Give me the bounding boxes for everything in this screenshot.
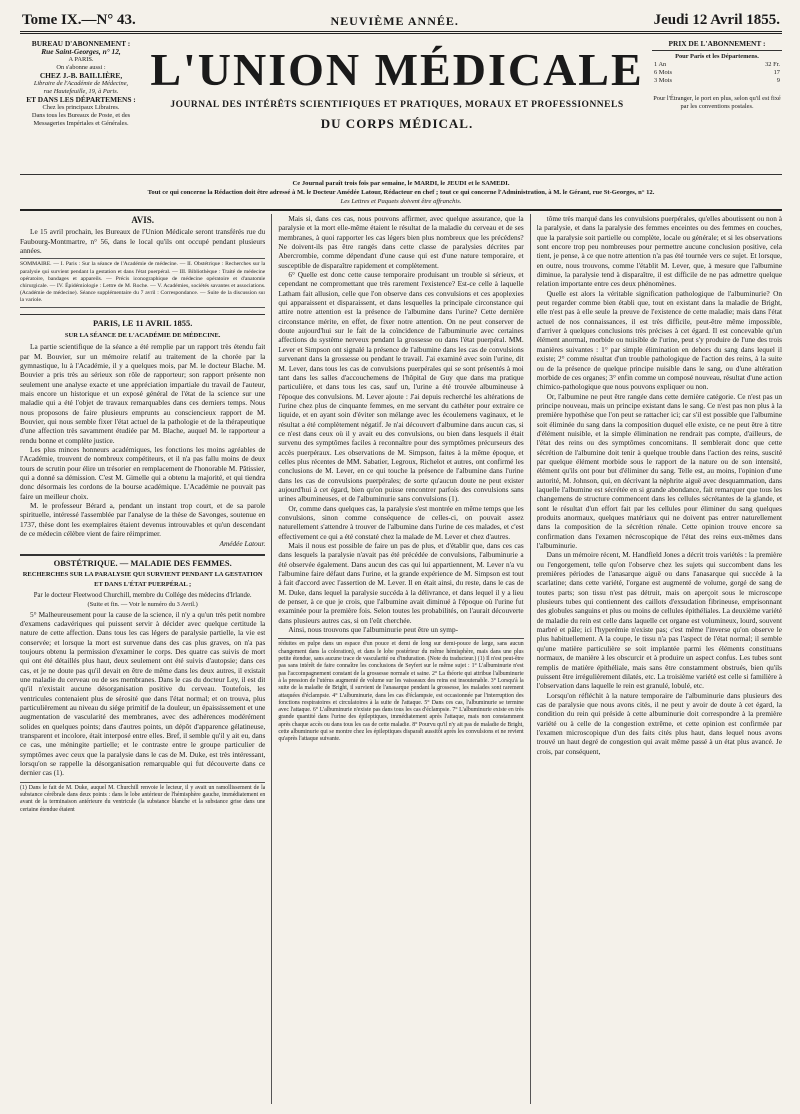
price-table <box>652 61 782 85</box>
price-block <box>652 40 782 111</box>
masthead <box>148 42 646 132</box>
newspaper-page <box>20 8 782 1108</box>
paragraph: tôme très marqué dans les convulsions puerpérales, qu'elles aboutissent ou non à la paralysie, et dans la paralysie des femmes enceintes ou des femmes en couches, que la paralysie soit partielle ou complète, locale ou générale; et si les observations sont encore trop peu nombreuses pour permettre aucune conclusion positive, cela tient, je pense, à ce que notre attention n'a pas été tournée vers ce sujet. Et lorsque, en outre, nous trouvons, comme l'établit M. Lever, que, à mesure que l'albumine diminue, la paralysie tend à disparaître, il est difficile de ne pas admettre quelque relation importante entre ces deux phénomènes. <box>536 214 782 289</box>
bureau-address: Rue Saint-Georges, n° 12, <box>41 47 121 56</box>
bureau-line: Messageries Impériales et Générales. <box>33 120 129 127</box>
price-period: 3 Mois <box>654 77 672 84</box>
avis-text: Le 15 avril prochain, les Bureaux de l'Union Médicale seront transférés rue du Faubourg-Montmartre, n° 56, dans le local qu'ils ont occupé pendant plusieurs années. <box>20 227 266 256</box>
journal-subtitle-2: DU CORPS MÉDICAL. <box>320 116 474 131</box>
notice-line: Ce Journal paraît trois fois par semaine, le MARDI, le JEUDI et le SAMEDI. <box>292 180 510 187</box>
section-heading: SUR LA SÉANCE DE L'ACADÉMIE DE MÉDECINE. <box>64 331 221 339</box>
price-row <box>652 61 782 69</box>
bureau-line: rue Hautefeuille, 19, à Paris. <box>43 88 119 95</box>
notice-line: Les Lettres et Paquets doivent être affranchis. <box>340 198 462 205</box>
bureau-line: On s'abonne aussi : <box>56 64 106 71</box>
top-line <box>20 8 782 34</box>
footnote: réduites en pulpe dans un espace d'un pouce et demi de long sur demi-pouce de large, sans aucun changement dans la coloration), et dans le lobe postérieur du même hémisphère, mais dans une plus petite étendue, sans aucune trace de vascularité ou d'induration. (Note du traducteur.) (1) Il n'est peut-être pas sans intérêt de faire connaître les conclusions de Seyfert sur le même sujet : 1° L'albuminurie n'est pas l'accompagnement constant de la grossesse normale et saine. 2° La théorie qui attribue l'albuminurie à la pression de l'utérus augmenté de volume sur les vaisseaux des reins est insoutenable. 3° Lorsqu'à la suite de la maladie de Bright, il survient de l'anasarque pendant la grossesse, les malades sont rarement attaquées d'éclampsie. 4° L'albuminurie, dans les cas d'éclampsie, est occasionnée par l'interruption des fonctions respiratoires et circulatoires à la suite de l'attaque. 5° Dans ces cas, l'albuminurie se termine avec l'attaque. 6° L'albuminurie n'existe pas dans tous les cas d'éclampsie. 7° L'albuminurie existe en très grande quantité dans l'urine des épileptiques, immédiatement après l'attaque, mais non constamment après chaque accès ou dans tous les cas de cette maladie. 8° Pourvu qu'il n'y ait pas de maladie de Bright, cette albuminurie qui se montre chez les épileptiques disparaît aussitôt après les convulsions et ne revient qu'après l'attaque suivante. <box>278 638 523 743</box>
paragraph: Mais si, dans ces cas, nous pouvons affirmer, avec quelque assurance, que la paralysie et la mort elle-même étaient le résultat de la maladie du cerveau et de ses membranes, à quoi rapporter les cas légers bien plus nombreux que les précédens? Ne doivent-ils pas être rangés dans cette classe de paralysies décrites par Abercrombie, comme dépendant d'une cause qui est d'une nature temporaire, et susceptible de disparaître rapidement et complètement. <box>278 214 524 270</box>
price-region: Pour Paris et les Départemens. <box>675 53 759 60</box>
column-1 <box>20 214 265 1104</box>
price-period: 6 Mois <box>654 69 672 76</box>
price-period: 1 An <box>654 61 667 68</box>
issue-number: Tome IX.—N° 43. <box>22 12 136 28</box>
column-3 <box>537 214 782 1104</box>
publication-notice <box>20 175 782 211</box>
paragraph: Ainsi, nous trouvons que l'albuminurie peut être un symp- <box>288 625 459 635</box>
paragraph: Quelle est alors la véritable signification pathologique de l'albuminurie? On peut regarder comme bien établi que, tout en existant dans la maladie de Bright, elle n'est pas à elle seule la preuve de l'existence de cette maladie; mais dans l'état actuel de nos connaissances, il est très difficile, peut-être même impossible, d'arriver à quelques conclusions très précises à cet égard. Il est concevable qu'un élément anormal, morbide ou nuisible de l'urine, peut s'y produire de l'une des trois manières suivantes : 1° par simple élimination en dehors du sang dans lequel il existe; 2° comme résultat d'un trouble pathologique de l'action des reins, à la suite ou de la présence de quelque principe nuisible dans le sang, ou d'une altération morbide de ces organes; 3° enfin comme un composé nouveau, résultat d'une action chimico-pathologique que nous pouvons expliquer ou non. <box>536 288 782 392</box>
column-rule <box>530 214 531 1104</box>
signature: Amédée Latour. <box>219 538 266 548</box>
issue-date: Jeudi 12 Avril 1855. <box>653 12 780 28</box>
article-columns <box>20 214 782 1104</box>
bureau-line: Dans tous les Bureaux de Poste, et des <box>31 112 131 119</box>
avis-title: AVIS. <box>131 215 154 225</box>
article-title: RECHERCHES SUR LA PARALYSIE QUI SURVIENT PENDANT LA GESTATION ET DANS L'ÉTAT PUERPÉRAL ; <box>22 571 263 588</box>
bureau-line: ET DANS LES DÉPARTEMENS : <box>26 95 136 104</box>
paragraph: Les plus minces honneurs académiques, les fonctions les moins agréables de l'Académie, trouvent de nombreux compétiteurs, et il n'a pas fallu moins de deux tours de scrutin pour élire un trésorier en remplacement de l'honorable M. Pâtissier, qui a donné sa démission. C'est M. Gimelle qui a obtenu la majorité, et qui tiendra donc désormais les cordons de la bourse académique. L'Académie ne pouvait pas faire un meilleur choix. <box>20 445 266 501</box>
paragraph: M. le professeur Bérard a, pendant un instant trop court, et de sa parole spirituelle, intéressé l'assemblée par l'analyse de la thèse de Savonges, soutenue en 1737, thèse dont les exemplaires étaient devenus introuvables et qu'un descendant de ce médecin célèbre vient de faire réimprimer. <box>20 501 266 539</box>
bureau-line: Libraire de l'Académie de Médecine, <box>33 80 129 87</box>
column-rule <box>271 214 272 1104</box>
price-value: 32 Fr. <box>765 61 780 68</box>
paragraph: 6° Quelle est donc cette cause temporaire produisant un trouble si sérieux, et cependant ne compromettant que très rarement l'existence? Est-ce celle à laquelle Latham fait allusion, celle que l'on observe dans ces convulsions et ces apoplexies qui apparaissent et disparaissent, et dans lesquelles la principale circonstance qui attire notre attention est la présence de l'albumine dans l'urine? Cette dernière circonstance mérite, en effet, de fixer notre attention. On ne peut conserver de doute aujourd'hui sur le fait de la coïncidence de l'albuminurie avec certaines affections du système nerveux pendant la grossesse ou dans l'état puerpéral. MM. Lever et Simpson ont signalé la présence de l'albumine dans les cas de convulsions survenant dans la grossesse ou pendant le travail. J'ai examiné avec soin l'urine, dit M. Lever, dans tous les cas de convulsions puerpérales qui se sont présentés à moi tant dans les salles d'accouchemens de l'hôpital de Guy que dans ma pratique particulière, et dans tous les cas, sauf un, l'urine a été trouvée albumineuse à l'époque des convulsions. M. Lever ajoute : J'ai depuis recherché les altérations de l'urine chez plus de cinquante femmes, en me servant du cathéter pour extraire ce liquide, et en ayant soin d'éviter son mélange avec les écoulemens vaginaux, et le résultat a été complètement négatif. Je n'ai découvert d'albumine dans aucun cas, si ce n'est dans ceux où il y avait eu des convulsions, ou bien dans lesquels il était survenu des symptômes faciles à reconnaître pour des symptômes précurseurs des accès puerpéraux. Les observations de M. Simpson, faites à la même époque, et celles plus récentes de MM. Sabatier, Legroux, Richelot et autres, ont confirmé les conclusions de M. Lever, en ce qui touche la présence de l'albumine dans l'urine dans les cas de convulsions puerpérales; de sorte qu'aucun doute ne peut exister aujourd'hui à cet égard, bien qu'on puisse rencontrer parfois des convulsions sans urines albumineuses, et de l'albuminurie sans convulsions (1). <box>278 270 524 504</box>
notice-line: Tout ce qui concerne la Rédaction doit être adressé à M. le Docteur Amédée Latour, Rédacteur en chef ; tout ce qui concerne l'Administration, à M. le Gérant, rue St-Georges, n° 12. <box>147 189 655 196</box>
bureau-city: A PARIS. <box>68 56 94 63</box>
bureau-block <box>20 40 142 128</box>
paragraph: Or, l'albumine ne peut être rangée dans cette dernière catégorie. Ce n'est pas un principe nouveau, mais un principe existant dans le sang. Ce n'est pas non plus à la première hypothèse que l'on peut se rattacher ici; car s'il est possible que l'albumine soit éliminée du sang dans la composition duquel elle existe, ce ne peut être à titre d'élément nuisible, et la simple élimination ne rendrait pas compte, d'ailleurs, de l'état des reins ou des symptômes concomitans. Il semblerait donc que cette sécrétion de l'albumine doit tenir à quelque trouble dans l'action des reins, suscité par quelque élément morbide sous le rapport de la nature ou de son intensité, élément qu'ils ont pour but d'éliminer du sang. Telle est, au moins, l'opinion d'une autorité, M. Johnson, qui, en décrivant la néphrite aiguë avec desquammation, dans laquelle l'albumine est sécrétée en si grande abondance, fait remarquer que tous les changemens de structure commencent dans les cellules sécrétantes de la glande, et sont le résultat d'un effort fait par les cellules pour éliminer du sang quelques produits anormaux, quelques matériaux qui ne doivent pas entrer naturellement dans la composition de la sécrétion rénale. Cette opinion trouve encore sa confirmation dans l'examen nécroscopique de l'état des reins eux-mêmes dans l'albuminurie. <box>536 391 782 551</box>
paragraph: Mais il nous est possible de faire un pas de plus, et d'établir que, dans ces cas dans lesquels la paralysie n'avait pas été précédée de convulsions, l'albuminurie a été observée également. Dans aucun des cas qui lui appartiennent, M. Lever n'a vu l'albumine faire défaut dans l'urine, et la grande expérience de M. Simpson est tout à fait d'accord avec l'assertion de M. Lever. Il en était ainsi, du reste, dans le cas de M. Duke, dans lequel la paralysie succéda à la délivrance, et dans lequel il y a lieu de penser, à ce que je crois, que l'albumine avait diminué à l'époque où l'urine fut examinée pour la première fois. Selon toutes les probabilités, on l'aurait découverte dans plusieurs autres cas, si on l'eût cherchée. <box>278 541 524 625</box>
footnote: (1) Dans le fait de M. Duke, auquel M. Churchill renvoie le lecteur, il y avait un ramollissement de la substance cérébrale dans deux points : dans le lobe antérieur de l'hémisphère gauche, immédiatement en avant de la terminaison antérieure du ventricule (la substance blanche et la substance grise dans une certaine étendue étaient <box>20 782 265 814</box>
year-label: NEUVIÈME ANNÉE. <box>330 14 459 28</box>
article-continuation: (Suite et fin. — Voir le numéro du 3 Avril.) <box>87 601 198 609</box>
price-row <box>652 77 782 85</box>
section-title: OBSTÉTRIQUE. — MALADIE DES FEMMES. <box>20 554 265 568</box>
column-2 <box>278 214 523 1104</box>
paragraph: Lorsqu'on réfléchit à la nature temporaire de l'albuminurie dans plusieurs des cas de paralysie que nous avons cités, il ne peut y avoir de doute à cet égard, la condition du rein qui préside à cette albuminurie doit correspondre à la première variété ou à celle de la congestion extrême, et cette opinion est confirmée par l'examen microscopique d'un des faits cités plus haut, dans lequel nous avons trouvé un haut degré de congestion qui avait même passé à un état plus avancé. Je crois, par conséquent, <box>536 690 782 756</box>
bureau-title: BUREAU D'ABONNEMENT : <box>31 39 131 48</box>
sommaire: SOMMAIRE. — I. Paris : Sur la séance de l'Académie de médecine. — II. Obstétrique : Recherches sur la paralysie qui survient pendant la gestation et dans l'état puerpéral. — III. Bibliothèque : Traité de médecine opératoire, bandages et appareils. — Précis iconographique de médecine opératoire et d'anatomie chirurgicale. — IV. Épidémiologie : Lettre de M. Roche. — V. Académies, sociétés savantes et associations. (Académie de médecine). Séance supplémentaire du 7 avril : Correspondance. — Suite de la discussion sur la variole. <box>20 258 265 307</box>
journal-subtitle: JOURNAL DES INTÉRÊTS SCIENTIFIQUES ET PRATIQUES, MORAUX ET PROFESSIONNELS <box>170 100 624 110</box>
journal-title: L'UNION MÉDICALE <box>150 44 644 95</box>
price-row <box>652 69 782 77</box>
price-value: 9 <box>776 77 780 84</box>
dateline: PARIS, LE 11 AVRIL 1855. <box>20 314 265 328</box>
paragraph: Or, comme dans quelques cas, la paralysie s'est montrée en même temps que les convulsions, sinon comme conséquence de celles-ci, on pouvait assez naturellement s'attendre à trouver de l'albumine dans l'urine de ces malades, et c'est effectivement ce qui a été constaté chez la malade de M. Lever et chez d'autres. <box>278 503 524 541</box>
price-value: 17 <box>773 69 780 76</box>
masthead-area <box>20 34 782 175</box>
paragraph: Dans un mémoire récent, M. Handfield Jones a décrit trois variétés : la première ou l'engorgement, telle qu'on l'observe chez les sujets qui succombent dans les premières périodes de l'anasarque aiguë ou dans l'anasarque qui succède à la scarlatine; dans cette variété, l'organe est augmenté de volume, gorgé de sang de toutes parts; son tissu n'est pas détruit, mais on aperçoit sous le microscope plusieurs tubes qui contiennent des caillots d'exsudation fibrineuse, emprisonnant des globules sanguins et plus ou moins de cellules épithéliales. La deuxième variété de maladie du rein est celle dans laquelle cet organe est volumineux, lourd, souvent marbré et pâle; ici l'hyperémie n'existe pas; c'est même l'inverse qu'on observe le plus habituellement. A la coupe, le tissu n'a pas l'aspect de l'état normal; il semble qu'une matière particulière se soit implantée parmi les éléments constituans normaux, de manière à les obscurcir et à produire un aspect confus. Les tubes sont remplis de matière épithéliale, mais sans être constamment obstrués, bien qu'ils puissent être irrégulièrement dilatés, etc. La troisième variété est celle si familière à l'observation dans laquelle le rein est granulé, lobulé, etc. <box>536 550 782 691</box>
price-note: Pour l'Étranger, le port en plus, selon qu'il est fixé par les conventions postales. <box>653 95 781 110</box>
bureau-line: CHEZ J.-B. BAILLIÈRE, <box>39 71 123 80</box>
article-author: Par le docteur Fleetwood Churchill, membre du Collége des médecins d'Irlande. <box>33 591 252 599</box>
bureau-line: Chez les principaux Libraires. <box>42 104 120 111</box>
paragraph: La partie scientifique de la séance a été remplie par un rapport très étendu fait par M. Bouvier, sur un mémoire relatif au traitement de la chorée par la gymnastique, lu à l'Académie, il y a quelques mois, par M. le docteur Blache. M. Bouvier a pris très au sérieux son rôle de rapporteur; son rapport présente non seulement une analyse exacte et une appréciation impartiale du travail de l'auteur, mais encore un historique et un exposé général de l'état de la science sur une maladie qui a été l'objet de travaux remarquables dans ces derniers temps. Nous nous proposons de faire plusieurs emprunts au consciencieux rapport de M. Bouvier, qui nous semble fixer l'état actuel de la pathologie et de la thérapeutique d'une affection très savamment étudiée par M. Blache, auquel M. le rapporteur a rendu bonne et complète justice. <box>20 342 266 445</box>
price-title: PRIX DE L'ABONNEMENT : <box>652 40 782 51</box>
paragraph: 5° Malheureusement pour la cause de la science, il n'y a qu'un très petit nombre d'examens cadavériques qui puissent servir à décider avec quelque certitude la nature de cette affection. Dans tous les cas légers de paralysie partielle, la vie est conservée; et lorsque la mort est survenue dans des cas plus graves, on n'a pas toujours obtenu la permission d'examiner le corps. Des quatre cas suivis de mort qui ont été détaillés plus haut, deux seulement ont été suivis d'autopsie; dans ces cas, et je ne doute pas qu'il devait en être de même dans les deux autres, il existait une maladie du cerveau ou de ses membranes. Dans le cas du docteur Ley, il est dit qu'il n'existait aucune désorganisation positive du cerveau. Toutefois, les ventricules contenaient plus de sérosité que dans l'état normal; et on trouva, plus particulièrement au niveau du siége primitif de la douleur, un épaississement et une augmentation de vascularité des membranes, avec des adhérences modérément solides en quelques points; dans d'autres points, un dépôt d'apparence gélatineuse, transparent et incolore, était interposé entre elles. Bref, il semble qu'il y ait eu, dans ce cas, une méningite partielle; et le contraste entre le groupe particulier de symptômes avec ceux que la paralysie dans le cas de M. Duke, est très intéressant, lorsqu'on se rappelle la désorganisation remarquable qui fut découverte dans ce dernier cas (1). <box>20 609 266 778</box>
